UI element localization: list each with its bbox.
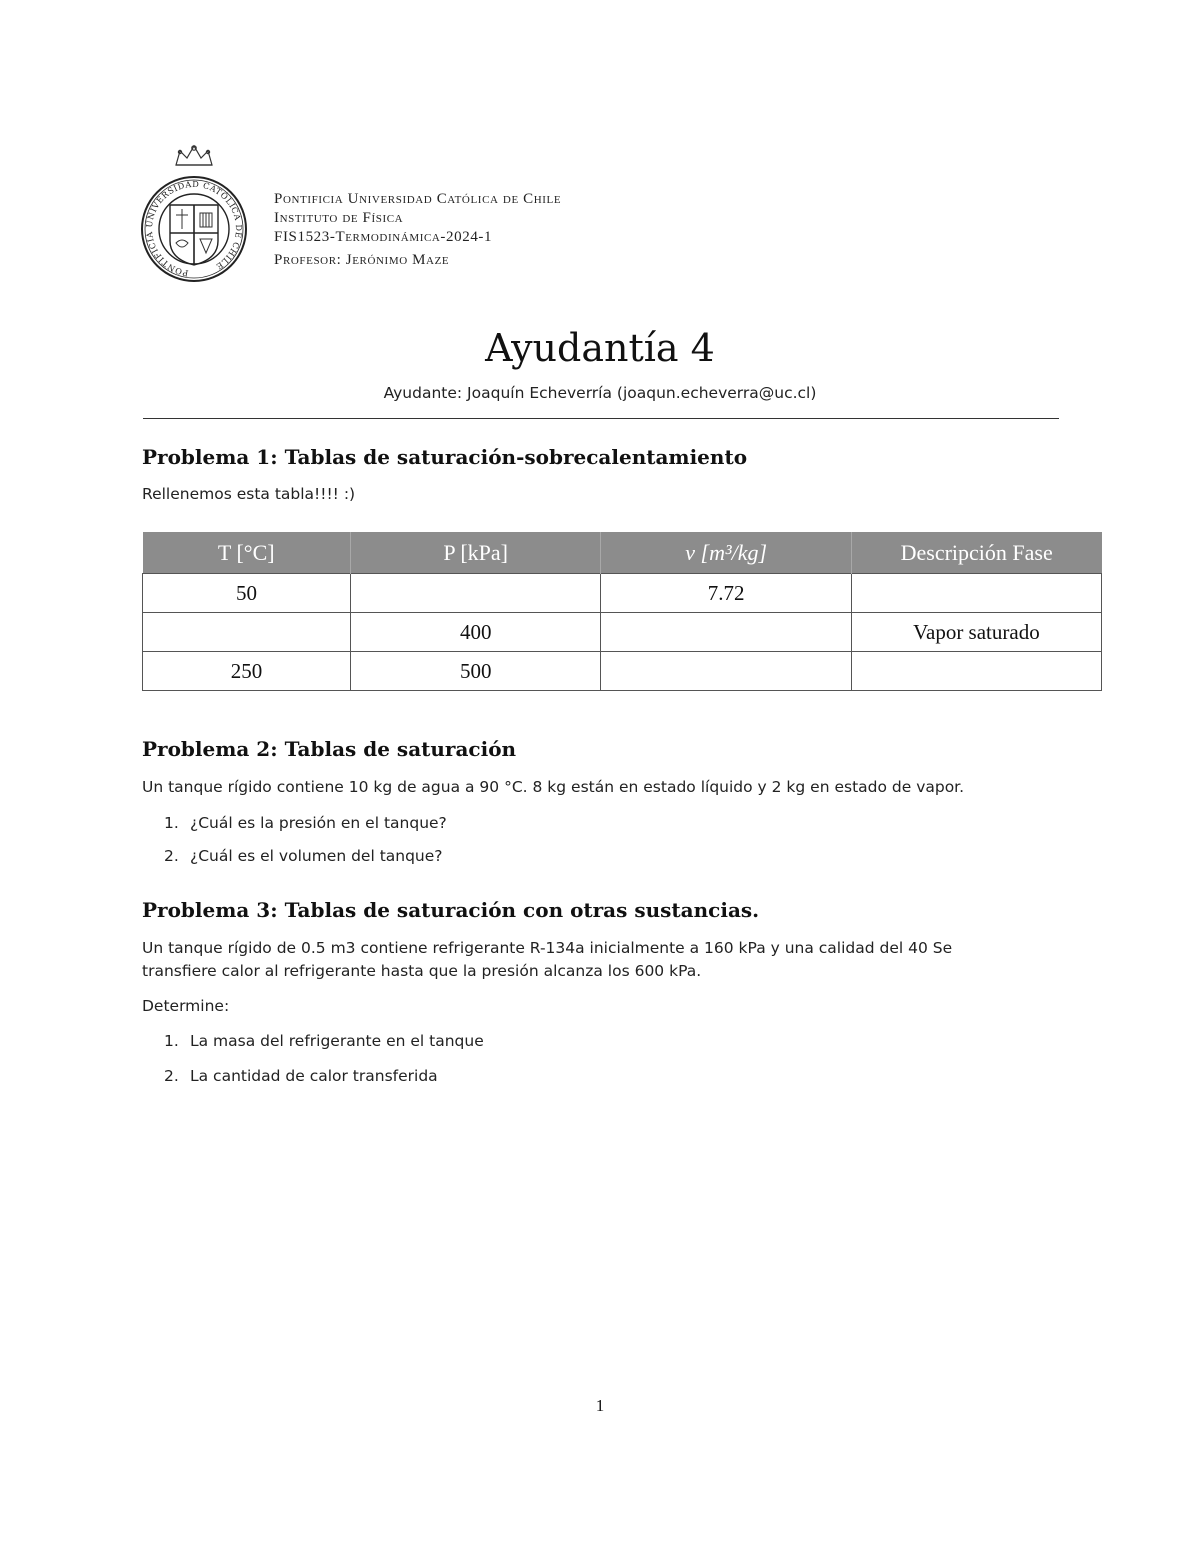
page-title: Ayudantía 4 (485, 326, 715, 370)
list-item-text: ¿Cuál es la presión en el tanque? (190, 814, 447, 832)
list-item: 2. ¿Cuál es el volumen del tanque? (164, 847, 443, 865)
problem3-text-line2: transfiere calor al refrigerante hasta que la presión alcanza los 600 kPa. (142, 962, 702, 980)
institute-name: Instituto de Física (274, 210, 404, 226)
table-cell (601, 613, 851, 652)
saturation-table (142, 532, 1102, 691)
table-cell (143, 613, 351, 652)
list-item-text: La cantidad de calor transferida (190, 1067, 438, 1085)
header-temperature: T [°C] (143, 532, 351, 574)
problem2-text: Un tanque rígido contiene 10 kg de agua a 90 °C. 8 kg están en estado líquido y 2 kg en estado de vapor. (142, 778, 965, 796)
table-cell (351, 574, 601, 613)
table-row (143, 652, 1102, 691)
header-specific-volume: v [m³/kg] (601, 532, 851, 574)
table-row (143, 613, 1102, 652)
list-item: 1. ¿Cuál es la presión en el tanque? (164, 814, 447, 832)
assistant-line: Ayudante: Joaquín Echeverría (joaqun.echeverra@uc.cl) (383, 384, 817, 402)
table-cell: 7.72 (601, 574, 851, 613)
header-pressure: P [kPa] (351, 532, 601, 574)
table-cell: 250 (143, 652, 351, 691)
list-item-text: ¿Cuál es el volumen del tanque? (190, 847, 443, 865)
professor-name: Profesor: Jerónimo Maze (274, 252, 450, 268)
problem3-heading: Problema 3: Tablas de saturación con otras sustancias. (142, 898, 760, 922)
table-cell: 400 (351, 613, 601, 652)
problem3-determine: Determine: (142, 997, 230, 1015)
table-header-row (143, 532, 1102, 574)
svg-text:PONTIFICIA UNIVERSIDAD CATÓLIC: PONTIFICIA UNIVERSIDAD CATÓLICA DE CHILE (143, 178, 245, 279)
university-name: Pontificia Universidad Católica de Chile (274, 191, 562, 207)
problem1-intro: Rellenemos esta tabla!!!! :) (142, 485, 356, 503)
table-cell: 500 (351, 652, 601, 691)
table-cell (601, 652, 851, 691)
problem1-heading: Problema 1: Tablas de saturación-sobrecalentamiento (142, 445, 748, 469)
university-seal-logo (140, 143, 248, 286)
table-cell (851, 652, 1101, 691)
table-cell: 50 (143, 574, 351, 613)
list-item: 1. La masa del refrigerante en el tanque (164, 1032, 484, 1050)
title-divider (143, 418, 1059, 419)
list-item: 2. La cantidad de calor transferida (164, 1067, 438, 1085)
header-phase-description: Descripción Fase (851, 532, 1101, 574)
course-name: FIS1523-Termodinámica-2024-1 (274, 229, 493, 245)
list-item-text: La masa del refrigerante en el tanque (190, 1032, 484, 1050)
page-number: 1 (595, 1396, 605, 1415)
problem3-text-line1: Un tanque rígido de 0.5 m3 contiene refrigerante R-134a inicialmente a 160 kPa y una calidad del 40 Se (142, 939, 953, 957)
table-cell (851, 574, 1101, 613)
problem2-heading: Problema 2: Tablas de saturación (142, 737, 517, 761)
table-cell: Vapor saturado (851, 613, 1101, 652)
table-row (143, 574, 1102, 613)
